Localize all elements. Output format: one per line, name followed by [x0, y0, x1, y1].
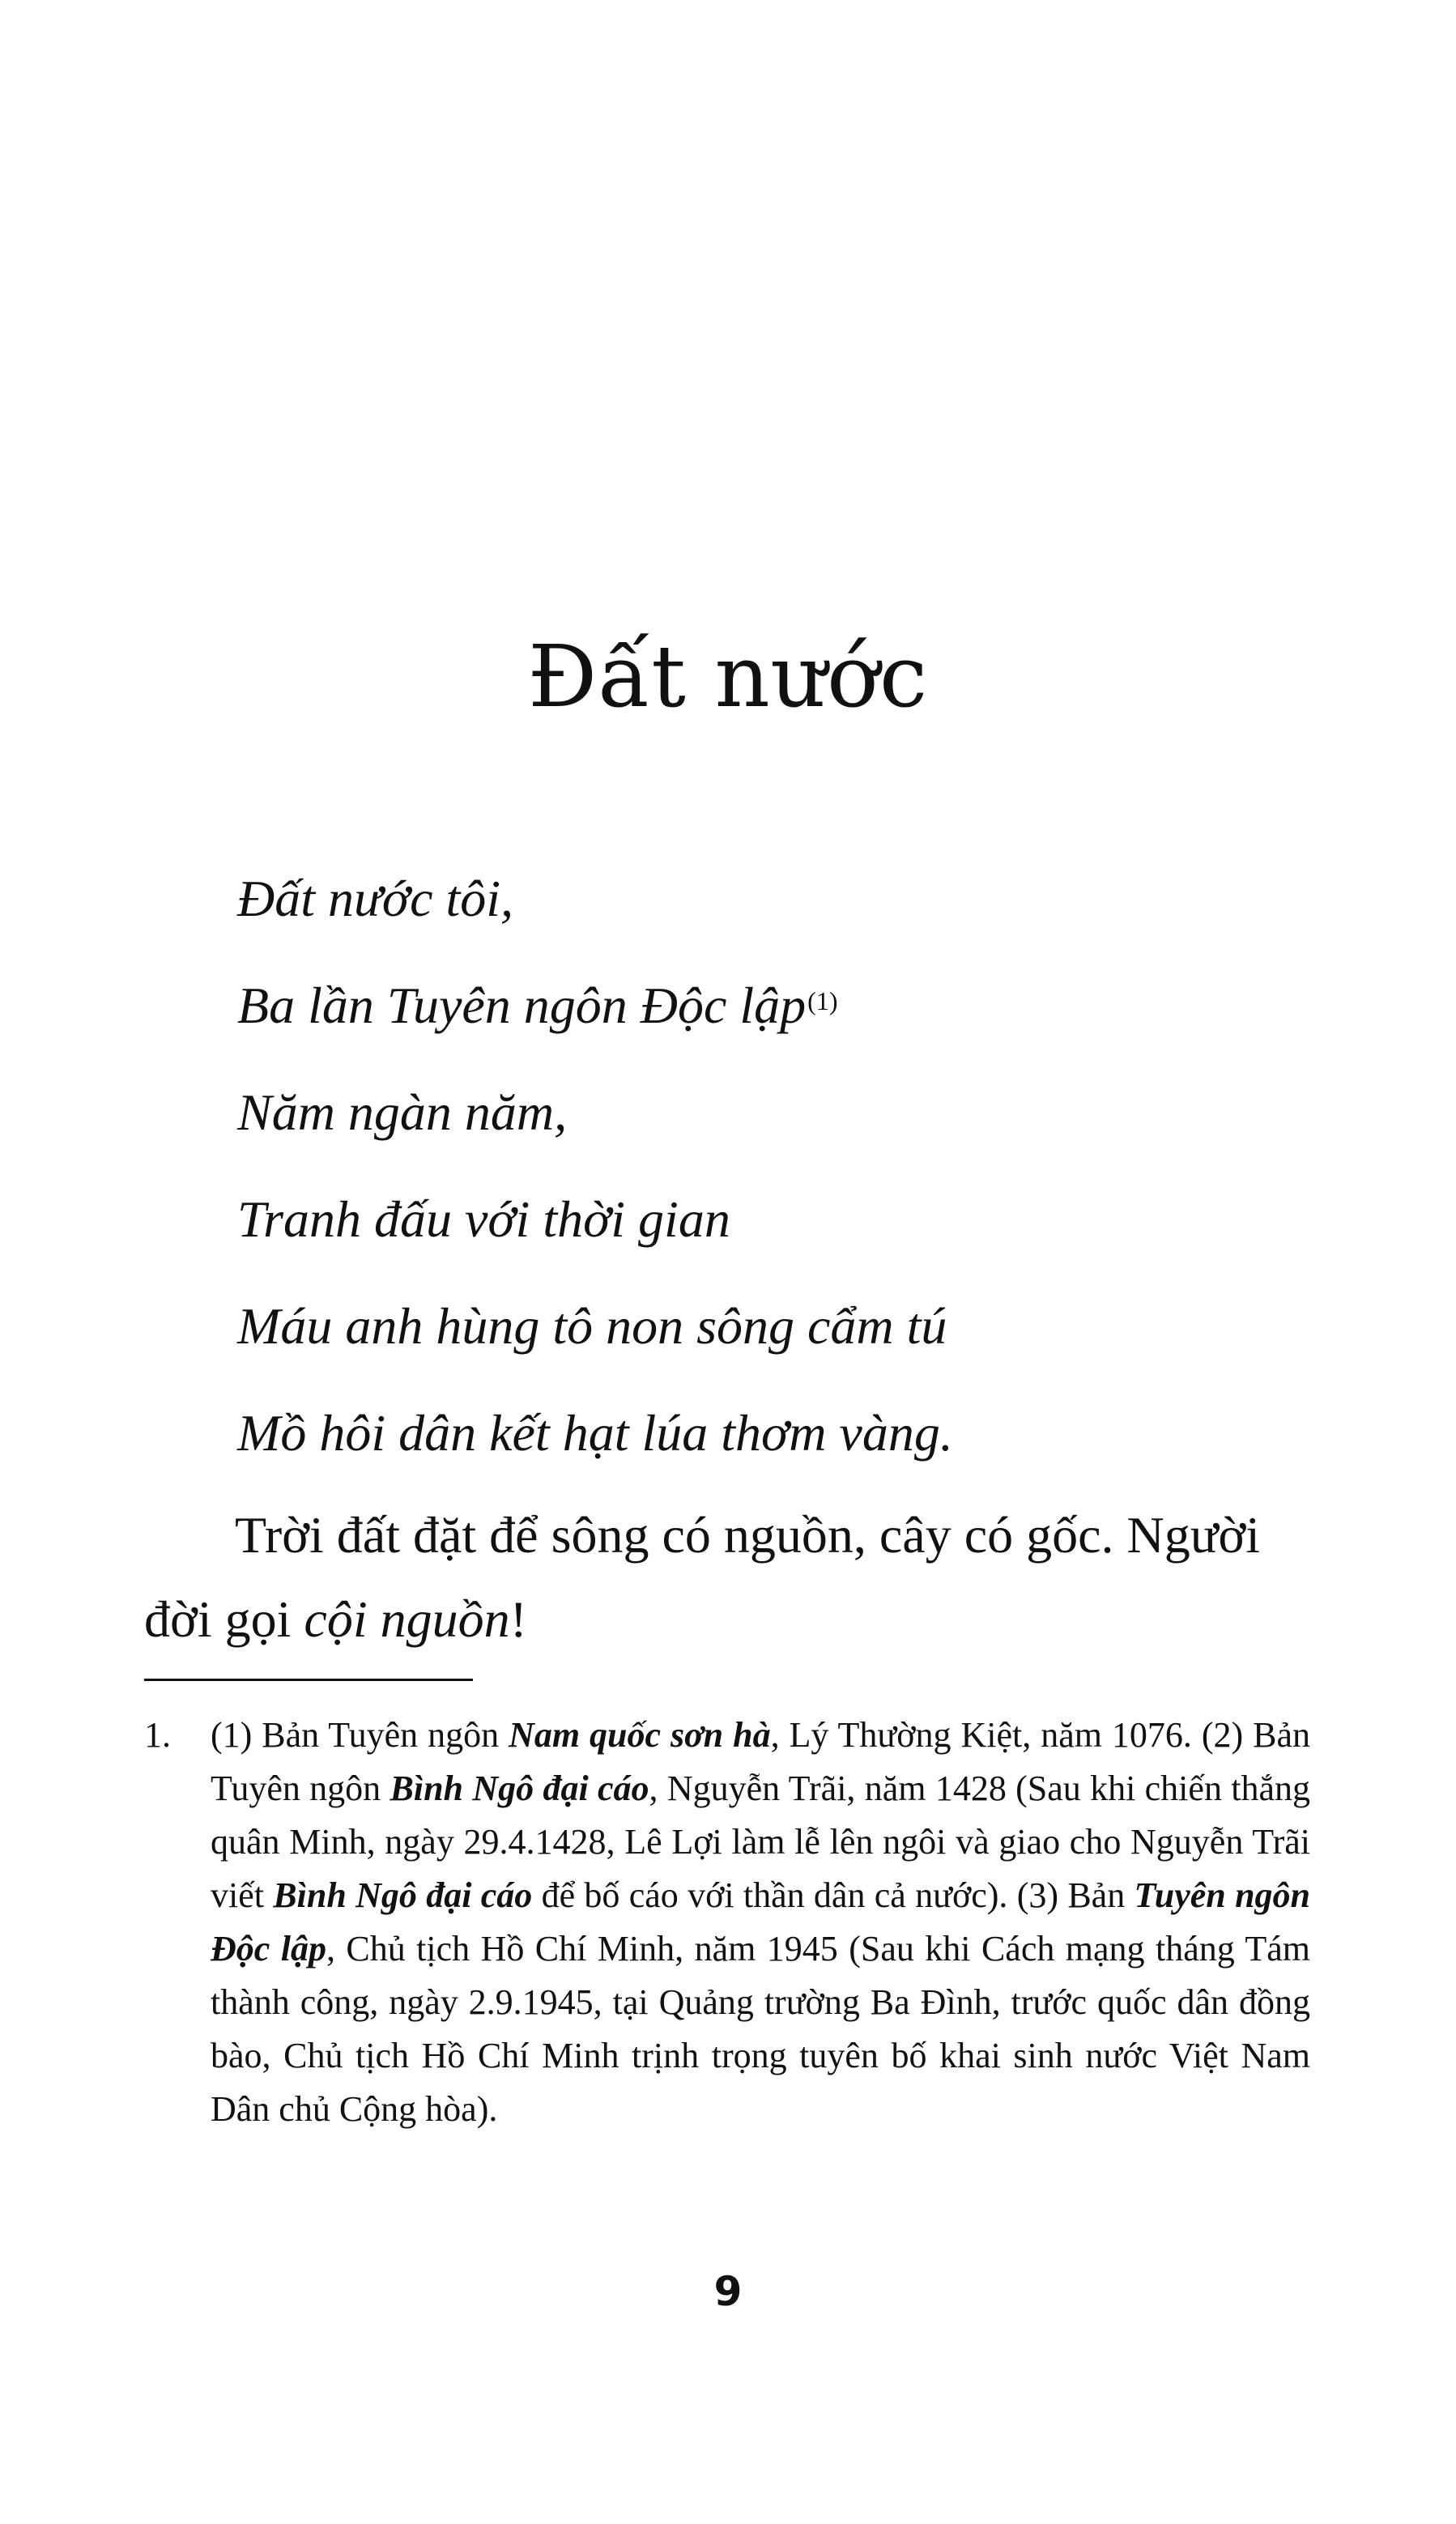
footnote-body	[211, 1709, 1310, 2136]
footnote-reference: (1)	[807, 986, 838, 1015]
footnote-divider	[144, 1679, 473, 1681]
prose-text-end: !	[509, 1590, 527, 1648]
footnote-work-title: Bình Ngô đại cáo	[273, 1875, 533, 1915]
poem-line: Tranh đấu với thời gian	[237, 1190, 730, 1248]
footnote-work-title: Tuyên ngôn Độc lập	[211, 1875, 1311, 1969]
page-title: Đất nước	[527, 627, 929, 727]
prose-paragraph	[144, 1493, 1326, 1662]
footnote	[144, 1709, 1310, 2136]
footnote-text: , Nguyễn Trãi, năm 1428 (Sau khi chiến thắng quân Minh, ngày 29.4.1428, Lê Lợi làm lễ lên ngôi và giao cho Nguyễn Trãi viết	[211, 1769, 1311, 1915]
poem	[237, 868, 953, 1509]
poem-line: Đất nước tôi,	[237, 870, 514, 927]
poem-line: Năm ngàn năm,	[237, 1083, 568, 1141]
poem-line-text: Ba lần Tuyên ngôn Độc lập	[237, 977, 807, 1034]
prose-emphasis: cội nguồn	[304, 1590, 510, 1648]
prose-text: Trời đất đặt để sông có nguồn, cây có gốc. Người đời gọi	[144, 1506, 1261, 1648]
footnote-text: , Lý Thường Kiệt, năm 1076. (2) Bản Tuyên ngôn	[211, 1715, 1310, 1808]
footnote-text: để bố cáo với thần dân cả nước). (3) Bản	[532, 1875, 1135, 1915]
footnote-work-title: Nam quốc sơn hà	[509, 1715, 771, 1755]
footnote-text: , Chủ tịch Hồ Chí Minh, năm 1945 (Sau khi Cách mạng tháng Tám thành công, ngày 2.9.1945, tại Quảng trường Ba Đình, trước quốc dân đồng bào, Chủ tịch Hồ Chí Minh trịnh trọng tuyên bố khai sinh nước Việt Nam Dân chủ Cộng hòa).	[211, 1929, 1311, 2129]
footnote-work-title: Bình Ngô đại cáo	[390, 1769, 649, 1808]
page-number: 9	[713, 2268, 743, 2315]
poem-line: Máu anh hùng tô non sông cẩm tú	[237, 1297, 947, 1355]
footnote-number: 1.	[144, 1715, 171, 1755]
poem-line: Mồ hôi dân kết hạt lúa thơm vàng.	[237, 1404, 953, 1462]
poem-line	[237, 975, 953, 1036]
footnote-text: (1) Bản Tuyên ngôn	[211, 1715, 509, 1755]
